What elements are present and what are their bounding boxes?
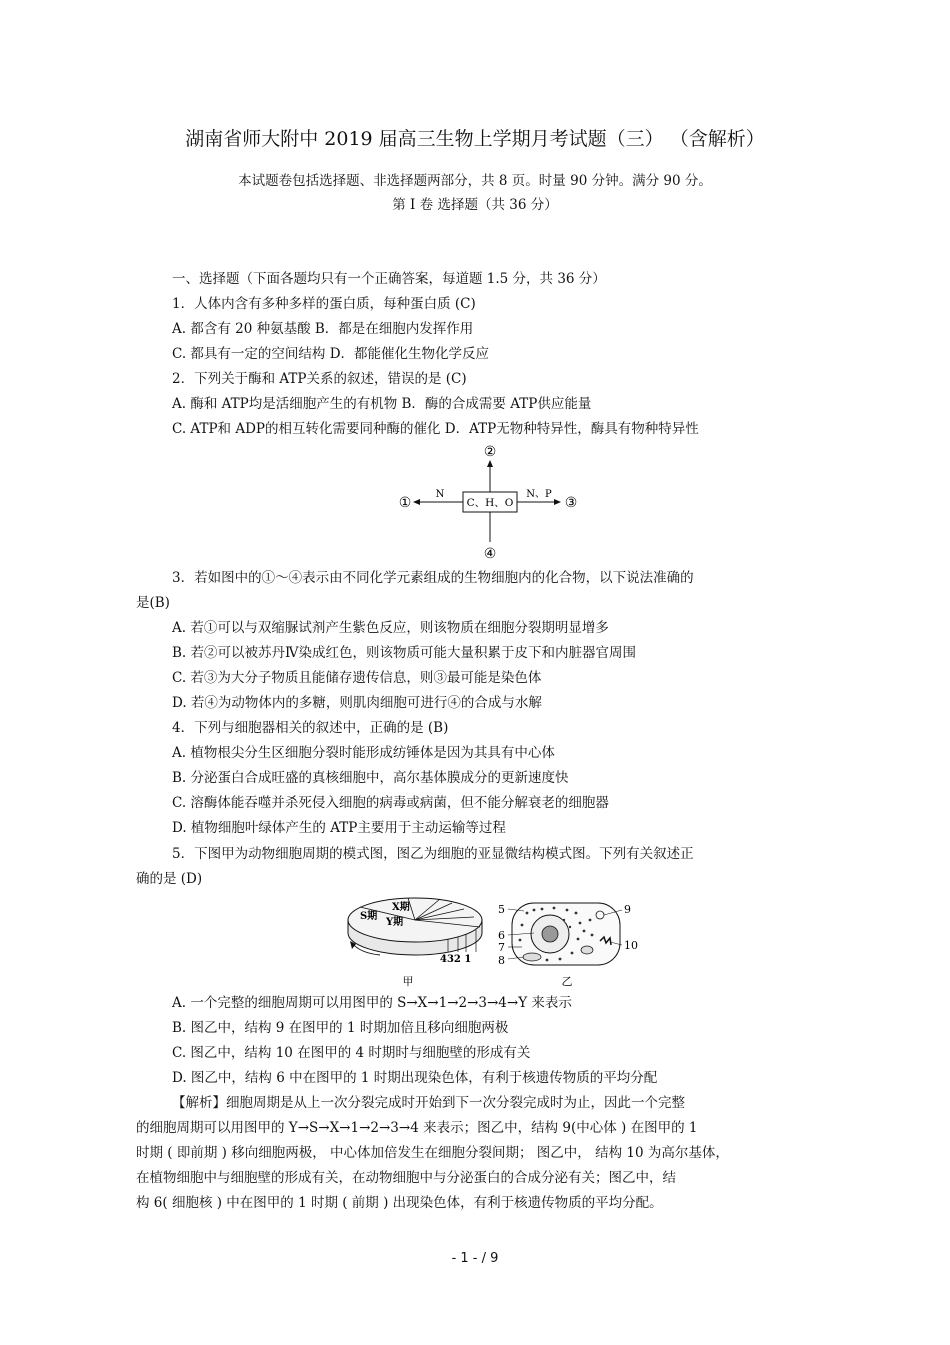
q3-option-b: B. 若②可以被苏丹Ⅳ染成红色，则该物质可能大量积累于皮下和内脏器官周围: [172, 645, 636, 661]
q1-stem: 1．人体内含有多种多样的蛋白质，每种蛋白质 (C): [172, 296, 476, 312]
q2-stem: 2．下列关于酶和 ATP关系的叙述，错误的是 (C): [172, 371, 467, 387]
yi-label: 乙: [561, 975, 573, 988]
cell-cycle-diagram: [340, 895, 490, 990]
q4-option-c: C. 溶酶体能吞噬并杀死侵入细胞的病毒或病菌，但不能分解衰老的细胞器: [172, 795, 609, 811]
q2-options-cd: C. ATP和 ADP的相互转化需要同种酶的催化 D．ATP无物种特异性，酶具有物种特异性: [172, 421, 699, 437]
explanation-line-1: 【解析】细胞周期是从上一次分裂完成时开始到下一次分裂完成时为止，因此一个完整: [172, 1095, 685, 1111]
box-label: C、H、O: [466, 497, 514, 509]
label-10: 10: [624, 939, 638, 952]
section-heading: 一、选择题（下面各题均只有一个正确答案，每道题 1.5 分，共 36 分）: [172, 271, 606, 287]
label-5: 5: [498, 903, 505, 916]
part-heading: 第 I 卷 选择题（共 36 分）: [392, 197, 558, 213]
q5-option-a: A. 一个完整的细胞周期可以用图甲的 S→X→1→2→3→4→Y 来表示: [172, 995, 572, 1011]
s-phase-label: S期: [360, 911, 378, 922]
explanation-line-5: 构 6( 细胞核 ) 中在图甲的 1 时期 ( 前期 ) 出现染色体，有利于核遗传物质的平均分配。: [136, 1195, 663, 1211]
n-label: N: [435, 489, 445, 500]
q3-stem-1: 3．若如图中的①～④表示由不同化学元素组成的生物细胞内的化合物，以下说法准确的: [172, 570, 694, 586]
label-8: 8: [498, 954, 505, 967]
circle-3: ③: [564, 495, 578, 511]
label-9: 9: [624, 903, 631, 916]
label-6: 6: [498, 929, 505, 942]
cell-ultrastructure-diagram: [492, 895, 642, 990]
explanation-line-4: 在植物细胞中与细胞壁的形成有关，在动物细胞中与分泌蛋白的合成分泌有关；图乙中，结: [136, 1170, 676, 1186]
q4-option-d: D. 植物细胞叶绿体产生的 ATP主要用于主动运输等过程: [172, 820, 506, 836]
page-number: - 1 - / 9: [451, 1251, 499, 1266]
explanation-line-2: 的细胞周期可以用图甲的 Y→S→X→1→2→3→4 来表示；图乙中，结构 9(中心体 ) 在图甲的 1: [136, 1120, 698, 1136]
circle-1: ①: [398, 495, 412, 511]
q5-stem-2: 确的是 (D): [136, 871, 203, 887]
q1-options-cd: C. 都具有一定的空间结构 D．都能催化生物化学反应: [172, 346, 490, 362]
q1-options-ab: A. 都含有 20 种氨基酸 B．都是在细胞内发挥作用: [172, 321, 474, 337]
q4-stem: 4．下列与细胞器相关的叙述中，正确的是 (B): [172, 720, 449, 736]
document-title: 湖南省师大附中 2019 届高三生物上学期月考试题（三） （含解析）: [185, 128, 765, 150]
q5-option-b: B. 图乙中，结构 9 在图甲的 1 时期加倍且移向细胞两极: [172, 1020, 509, 1036]
element-compound-diagram: [395, 440, 585, 565]
circle-4: ④: [483, 546, 497, 562]
q3-option-d: D. 若④为动物体内的多糖，则肌肉细胞可进行④的合成与水解: [172, 695, 542, 711]
q3-stem-2: 是(B): [136, 595, 170, 611]
intro-line: 本试题卷包括选择题、非选择题两部分，共 8 页。时量 90 分钟。满分 90 分。: [238, 173, 712, 189]
np-label: N、P: [526, 489, 552, 500]
explanation-line-3: 时期 ( 即前期 ) 移向细胞两极， 中心体加倍发生在细胞分裂间期； 图乙中， 结构 10 为高尔基体，: [136, 1145, 729, 1161]
label-7: 7: [498, 941, 505, 954]
q4-option-b: B. 分泌蛋白合成旺盛的真核细胞中，高尔基体膜成分的更新速度快: [172, 770, 569, 786]
q5-stem-1: 5．下图甲为动物细胞周期的模式图，图乙为细胞的亚显微结构模式图。下列有关叙述正: [172, 846, 694, 862]
q5-option-c: C. 图乙中，结构 10 在图甲的 4 时期时与细胞壁的形成有关: [172, 1045, 531, 1061]
q3-option-c: C. 若③为大分子物质且能储存遗传信息，则③最可能是染色体: [172, 670, 542, 686]
jia-label: 甲: [402, 975, 414, 988]
x-phase-label: X期: [392, 902, 410, 913]
q4-option-a: A. 植物根尖分生区细胞分裂时能形成纺锤体是因为其具有中心体: [172, 745, 555, 761]
q5-option-d: D. 图乙中，结构 6 中在图甲的 1 时期出现染色体，有利于核遗传物质的平均分配: [172, 1070, 658, 1086]
q3-option-a: A. 若①可以与双缩脲试剂产生紫色反应，则该物质在细胞分裂期明显增多: [172, 620, 609, 636]
circle-2: ②: [483, 444, 497, 460]
q2-options-ab: A. 酶和 ATP均是活细胞产生的有机物 B．酶的合成需要 ATP供应能量: [172, 396, 592, 412]
y-phase-label: Y期: [386, 917, 404, 928]
phase-numbers: 432 1: [440, 954, 472, 965]
